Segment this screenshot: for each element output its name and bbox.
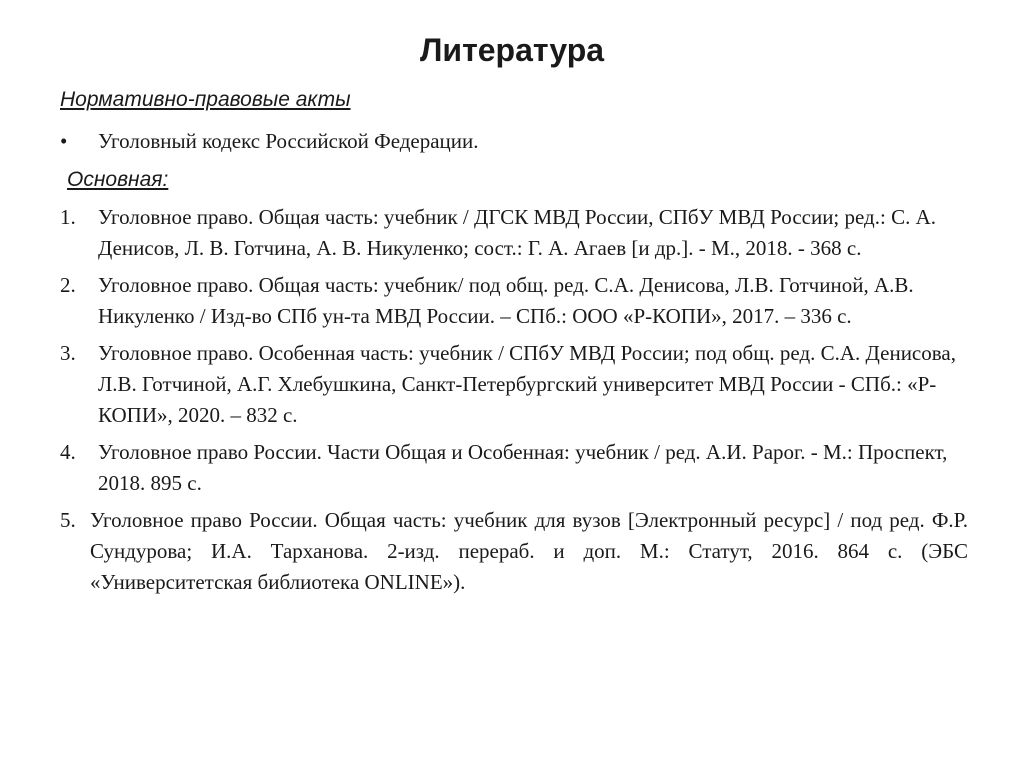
- reference-number: 1.: [60, 205, 76, 229]
- section-heading-main: Основная:: [67, 168, 169, 191]
- reference-number: 2.: [60, 273, 76, 297]
- reference-item: [60, 437, 968, 499]
- reference-number: 3.: [60, 341, 76, 365]
- reference-text: Уголовное право России. Общая часть: учебник для вузов [Электронный ресурс] / под ред. Ф.Р. Сундурова; И.А. Тарханова. 2-изд. перераб. и доп. М.: Статут, 2016. 864 с. (ЭБС «Университетская библиотека ONLINE»).: [90, 508, 968, 594]
- reference-item: [60, 270, 968, 332]
- reference-text: Уголовное право. Общая часть: учебник/ под общ. ред. С.А. Денисова, Л.В. Готчиной, А.В. Никуленко / Изд-во СПб ун-та МВД России. – СПб.: ООО «Р-КОПИ», 2017. – 336 с.: [98, 273, 914, 328]
- reference-item: [60, 202, 968, 264]
- reference-text: Уголовное право. Общая часть: учебник / ДГСК МВД России, СПбУ МВД России; ред.: С. А. Денисов, Л. В. Готчина, А. В. Никуленко; сост.: Г. А. Агаев [и др.]. - М., 2018. - 368 с.: [98, 205, 937, 260]
- reference-text: Уголовное право России. Части Общая и Особенная: учебник / ред. А.И. Рарог. - М.: Проспект, 2018. 895 с.: [98, 440, 948, 495]
- reference-item: [60, 505, 968, 598]
- page-title: Литература: [419, 32, 605, 68]
- reference-text: Уголовное право. Особенная часть: учебник / СПбУ МВД России; под общ. ред. С.А. Денисова, Л.В. Готчиной, А.Г. Хлебушкина, Санкт-Петербургский университет МВД России - СПб.: «Р-КОПИ», 2020. – 832 с.: [98, 341, 956, 427]
- reference-number: 4.: [60, 440, 76, 464]
- reference-list: [60, 202, 968, 604]
- list-item-criminal-code: [60, 126, 960, 157]
- reference-item: [60, 338, 968, 431]
- section-heading-normative: Нормативно-правовые акты: [60, 88, 351, 111]
- list-item-text: Уголовный кодекс Российской Федерации.: [98, 129, 479, 153]
- bullet-marker: •: [60, 129, 68, 153]
- reference-number: 5.: [60, 508, 76, 532]
